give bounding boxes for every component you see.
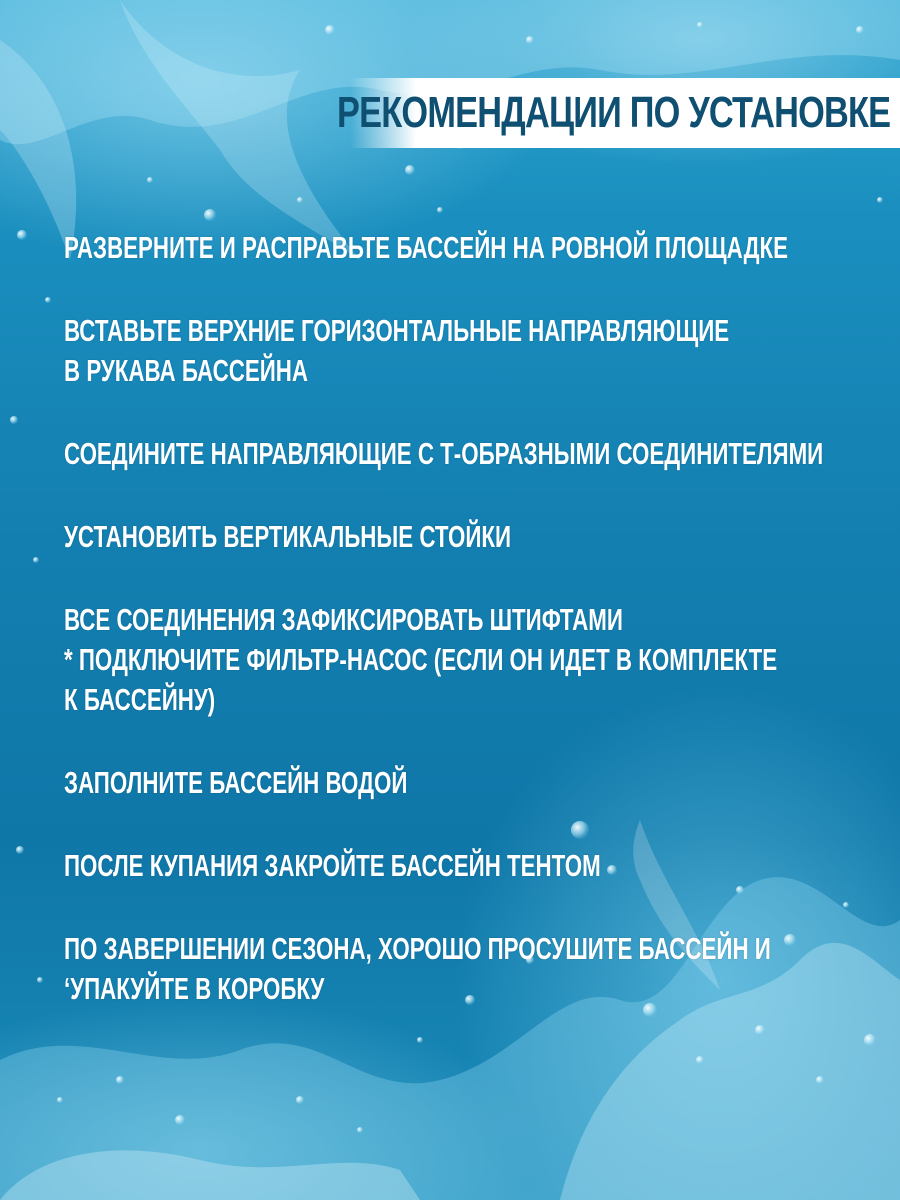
step-line: ВСЕ СОЕДИНЕНИЯ ЗАФИКСИРОВАТЬ ШТИФТАМИ bbox=[64, 602, 623, 637]
step-line: ПО ЗАВЕРШЕНИИ СЕЗОНА, ХОРОШО ПРОСУШИТЕ БАССЕЙН И bbox=[64, 931, 771, 966]
instruction-step bbox=[64, 311, 884, 391]
step-line: К БАССЕЙНУ) bbox=[64, 682, 216, 717]
instruction-step bbox=[64, 434, 884, 474]
instruction-step bbox=[64, 517, 884, 557]
instruction-step bbox=[64, 929, 884, 1009]
instruction-step bbox=[64, 228, 884, 268]
page-title: РЕКОМЕНДАЦИИ ПО УСТАНОВКЕ bbox=[336, 88, 890, 137]
step-line: УСТАНОВИТЬ ВЕРТИКАЛЬНЫЕ СТОЙКИ bbox=[64, 519, 512, 554]
instruction-step bbox=[64, 846, 884, 886]
step-line: ‘УПАКУЙТЕ В КОРОБКУ bbox=[64, 971, 325, 1006]
instruction-list bbox=[64, 228, 884, 1009]
step-line: СОЕДИНИТЕ НАПРАВЛЯЮЩИЕ С Т-ОБРАЗНЫМИ СОЕДИНИТЕЛЯМИ bbox=[64, 436, 824, 471]
instruction-step bbox=[64, 600, 884, 720]
title-banner bbox=[336, 78, 900, 148]
step-line: РАЗВЕРНИТЕ И РАСПРАВЬТЕ БАССЕЙН НА РОВНОЙ ПЛОЩАДКЕ bbox=[64, 230, 789, 265]
step-line: ЗАПОЛНИТЕ БАССЕЙН ВОДОЙ bbox=[64, 765, 408, 800]
step-line: В РУКАВА БАССЕЙНА bbox=[64, 353, 309, 388]
step-line: ВСТАВЬТЕ ВЕРХНИЕ ГОРИЗОНТАЛЬНЫЕ НАПРАВЛЯЮЩИЕ bbox=[64, 313, 730, 348]
step-line: ПОСЛЕ КУПАНИЯ ЗАКРОЙТЕ БАССЕЙН ТЕНТОМ bbox=[64, 848, 601, 883]
step-line: * ПОДКЛЮЧИТЕ ФИЛЬТР-НАСОС (ЕСЛИ ОН ИДЕТ В КОМПЛЕКТЕ bbox=[64, 642, 778, 677]
instruction-step bbox=[64, 763, 884, 803]
